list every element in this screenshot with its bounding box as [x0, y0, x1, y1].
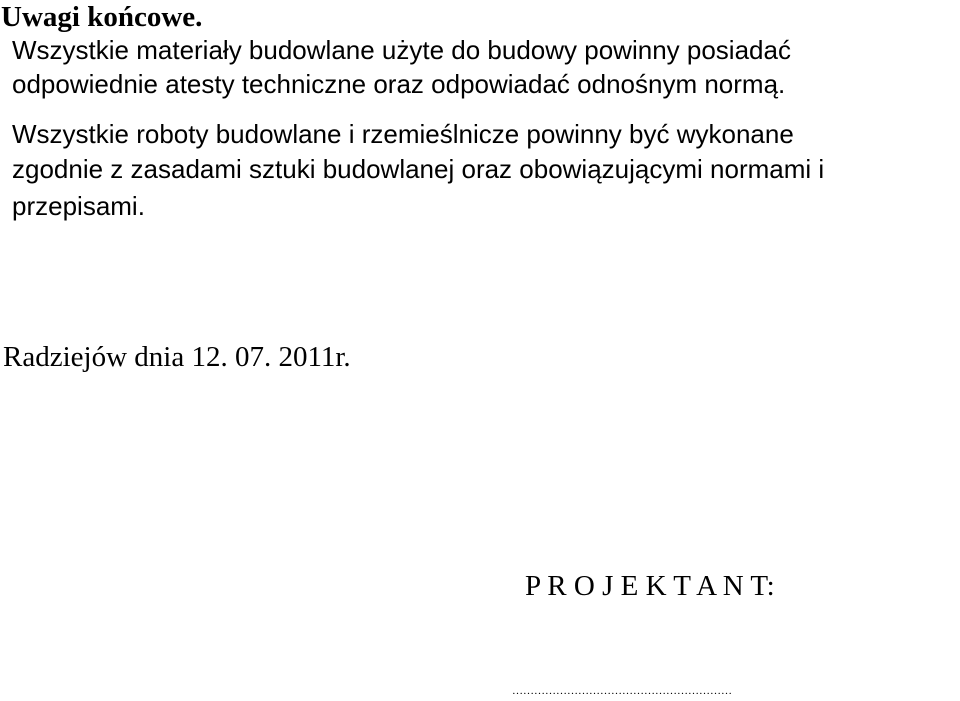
place-and-date: Radziejów dnia 12. 07. 2011r.: [3, 341, 351, 373]
paragraph-line: Wszystkie roboty budowlane i rzemieślnicze powinny być wykonane: [12, 119, 794, 149]
paragraph-line: Wszystkie materiały budowlane użyte do budowy powinny posiadać: [12, 35, 791, 65]
signature-line: ……………………………………………………: [512, 685, 732, 697]
paragraph-materials: [12, 33, 791, 101]
paragraph-works-line-1: [12, 117, 794, 151]
paragraph-line: zgodnie z zasadami sztuki budowlanej oraz obowiązującymi normami i: [12, 154, 825, 184]
section-heading: Uwagi końcowe.: [1, 1, 203, 33]
paragraph-line: przepisami.: [12, 191, 145, 221]
designer-label: P R O J E K T A N T:: [525, 570, 775, 602]
paragraph-works-line-2: [12, 152, 824, 186]
paragraph-works-line-3: [12, 189, 145, 223]
paragraph-line: odpowiednie atesty techniczne oraz odpowiadać odnośnym normą.: [12, 69, 786, 99]
